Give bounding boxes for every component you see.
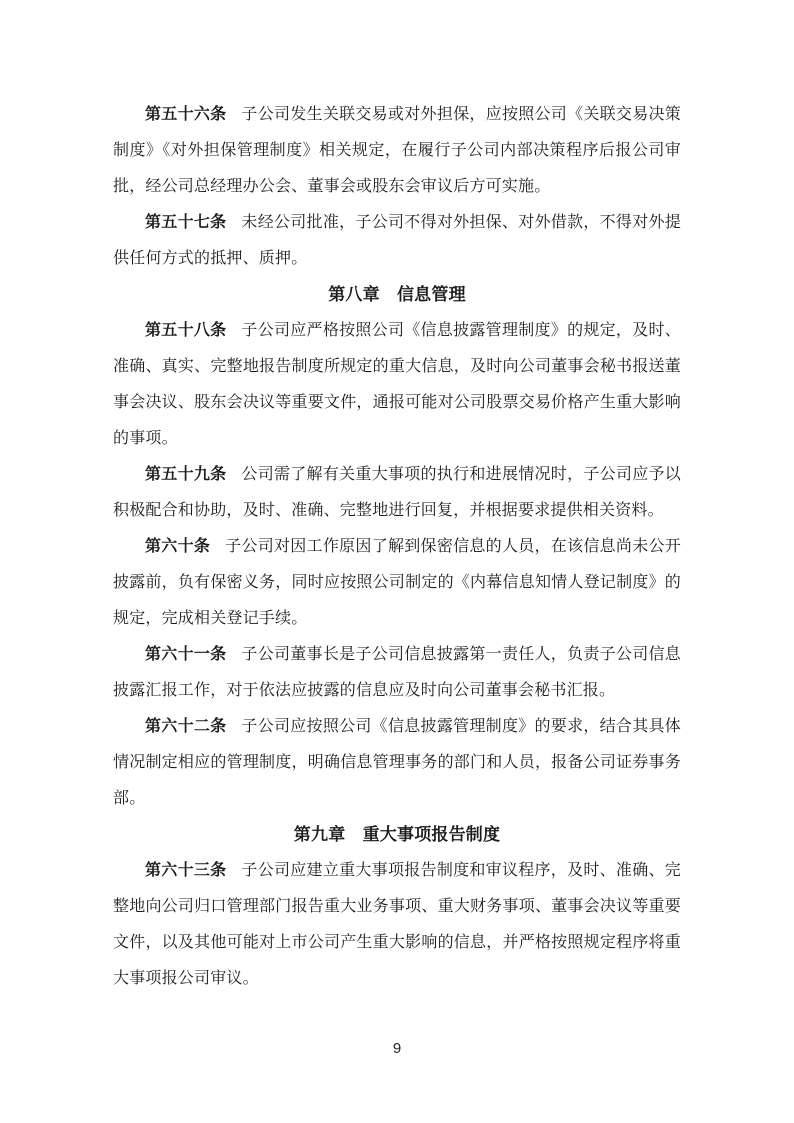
chapter-9-heading: 第九章 重大事项报告制度 — [293, 825, 501, 844]
article-60-text: 子公司对因工作原因了解到保密信息的人员，在该信息尚未公开披露前，负有保密义务，同时应按照公司制定的《内幕信息知情人登记制度》的规定，完成相关登记手续。 — [113, 538, 681, 627]
article-62-text: 子公司应按照公司《信息披露管理制度》的要求，结合其具体情况制定相应的管理制度，明确信息管理事务的部门和人员，报备公司证券事务部。 — [113, 718, 681, 807]
article-59 — [113, 457, 681, 529]
article-61-text: 子公司董事长是子公司信息披露第一责任人，负责子公司信息披露汇报工作，对于依法应披露的信息应及时向公司董事会秘书汇报。 — [113, 646, 681, 699]
article-63 — [113, 853, 681, 997]
article-56-number: 第五十六条 — [145, 106, 227, 123]
article-58-text: 子公司应严格按照公司《信息披露管理制度》的规定，及时、准确、真实、完整地报告制度所规定的重大信息，及时向公司董事会秘书报送董事会决议、股东会决议等重要文件，通报可能对公司股票交易价格产生重大影响的事项。 — [113, 322, 681, 447]
article-57 — [113, 205, 681, 277]
article-61-number: 第六十一条 — [145, 646, 227, 663]
article-58-number: 第五十八条 — [145, 322, 227, 339]
article-59-text: 公司需了解有关重大事项的执行和进展情况时，子公司应予以积极配合和协助，及时、准确、完整地进行回复，并根据要求提供相关资料。 — [113, 466, 681, 519]
document-body — [113, 97, 681, 997]
article-63-text: 子公司应建立重大事项报告制度和审议程序，及时、准确、完整地向公司归口管理部门报告重大业务事项、重大财务事项、董事会决议等重要文件，以及其他可能对上市公司产生重大影响的信息，并严格按照规定程序将重大事项报公司审议。 — [113, 862, 681, 987]
article-57-number: 第五十七条 — [145, 214, 227, 231]
article-56-text: 子公司发生关联交易或对外担保，应按照公司《关联交易决策制度》《对外担保管理制度》相关规定，在履行子公司内部决策程序后报公司审批，经公司总经理办公会、董事会或股东会审议后方可实施。 — [113, 106, 681, 195]
article-56 — [113, 97, 681, 205]
article-62 — [113, 709, 681, 817]
article-59-number: 第五十九条 — [145, 466, 227, 483]
article-61 — [113, 637, 681, 709]
article-63-number: 第六十三条 — [145, 862, 227, 879]
page-number: 9 — [392, 1040, 402, 1057]
article-58 — [113, 313, 681, 457]
article-62-number: 第六十二条 — [145, 718, 227, 735]
chapter-8-heading: 第八章 信息管理 — [328, 285, 466, 304]
article-60-number: 第六十条 — [145, 538, 211, 555]
article-60 — [113, 529, 681, 637]
article-57-text: 未经公司批准，子公司不得对外担保、对外借款，不得对外提供任何方式的抵押、质押。 — [113, 214, 681, 267]
